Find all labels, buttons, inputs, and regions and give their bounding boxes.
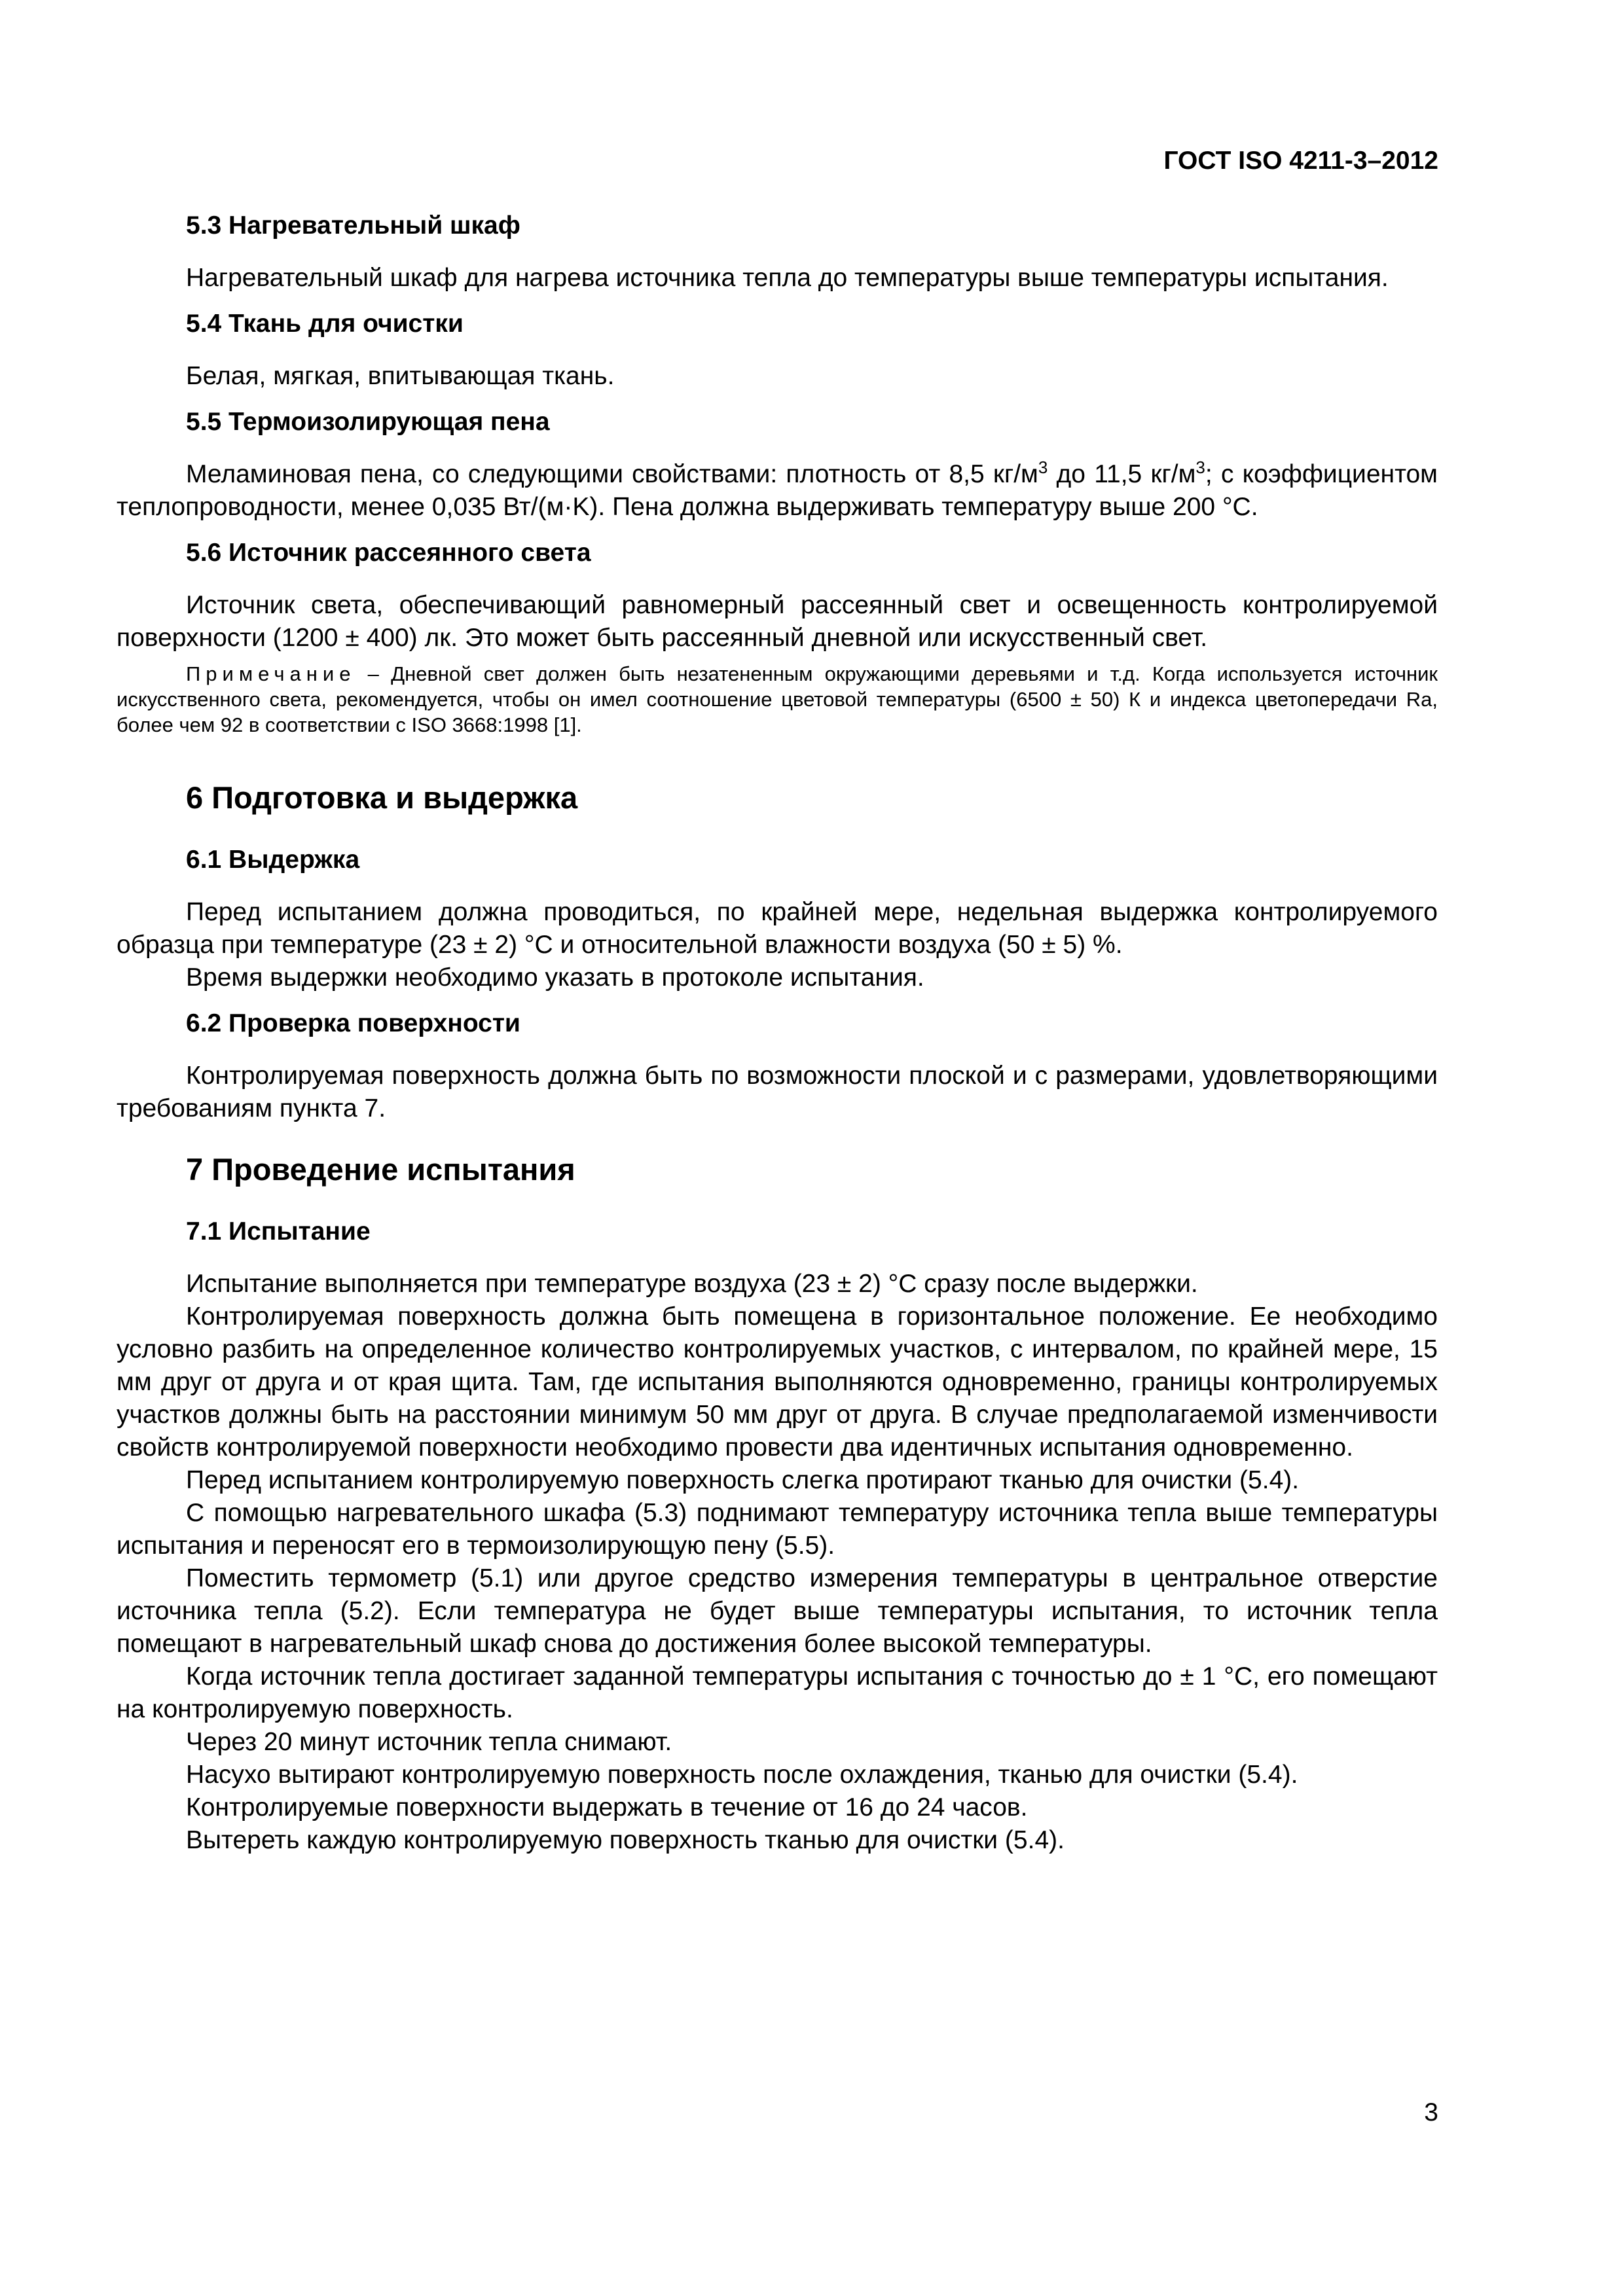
subsection-6-2-paragraph: Контролируемая поверхность должна быть по возможности плоской и с размерами, удовлетворяющими требованиям пункта 7. <box>117 1062 1438 1122</box>
subsection-5-5-text <box>117 458 1438 524</box>
note-paragraph <box>117 661 1438 738</box>
test-paragraph: Когда источник тепла достигает заданной температуры испытания с точностью до ± 1 °С, его помещают на контролируемую поверхность. <box>117 1662 1438 1723</box>
note-label: Примечание <box>186 662 356 685</box>
page-content <box>117 209 1438 1857</box>
subsection-5-5-title: 5.5 Термоизолирующая пена <box>186 408 550 436</box>
test-paragraph: Через 20 минут источник тепла снимают. <box>186 1728 672 1756</box>
section-6-title: 6 Подготовка и выдержка <box>186 780 578 815</box>
page-number: 3 <box>1424 2098 1438 2126</box>
test-paragraph: Перед испытанием контролируемую поверхность слегка протирают тканью для очистки (5.4). <box>186 1466 1300 1494</box>
foam-text-part-3: ; с коэффициентом теплопроводности, менее 0,035 Вт/(м·K). Пена должна выдерживать температуру выше 200 °С. <box>117 460 1438 521</box>
note-text: – Дневной свет должен быть незатененным окружающими деревьями и т.д. Когда используется источник искусственного света, рекомендуется, чтобы он имел соотношение цветовой температуры (6500 ± 50) К и индекса цветопередачи Ra, более чем 92 в соответствии с ISO 3668:1998 [1]. <box>117 662 1438 736</box>
test-paragraph: Поместить термометр (5.1) или другое средство измерения температуры в центральное отверстие источника тепла (5.2). Если температура не будет выше температуры испытания, то источник тепла помещают в нагревательный шкаф снова до достижения более высокой температуры. <box>117 1564 1438 1658</box>
subsection-5-3-title: 5.3 Нагревательный шкаф <box>186 211 520 240</box>
subsection-6-1-paragraph: Перед испытанием должна проводиться, по крайней мере, недельная выдержка контролируемого образца при температуре (23 ± 2) °С и относительной влажности воздуха (50 ± 5) %. <box>117 898 1438 959</box>
density-unit-exponent: 3 <box>1038 457 1048 477</box>
subsection-5-6-title: 5.6 Источник рассеянного света <box>186 539 591 567</box>
subsection-5-4-text: Белая, мягкая, впитывающая ткань. <box>186 362 615 390</box>
subsection-6-1-paragraph: Время выдержки необходимо указать в протоколе испытания. <box>186 963 924 992</box>
subsection-5-3-text: Нагревательный шкаф для нагрева источника тепла до температуры выше температуры испытания. <box>186 264 1389 292</box>
subsection-6-2-title: 6.2 Проверка поверхности <box>186 1009 520 1037</box>
test-paragraph: С помощью нагревательного шкафа (5.3) поднимают температуру источника тепла выше температуры испытания и переносят его в термоизолирующую пену (5.5). <box>117 1499 1438 1560</box>
foam-text-part-2: до 11,5 кг/м <box>1048 460 1196 488</box>
density-unit-exponent: 3 <box>1195 457 1205 477</box>
subsection-7-1-title: 7.1 Испытание <box>186 1217 371 1246</box>
test-paragraph: Испытание выполняется при температуре воздуха (23 ± 2) °С сразу после выдержки. <box>186 1270 1198 1298</box>
subsection-6-1-title: 6.1 Выдержка <box>186 846 360 874</box>
document-code-header: ГОСТ ISO 4211-3–2012 <box>1163 147 1438 175</box>
subsection-5-4-title: 5.4 Ткань для очистки <box>186 310 464 338</box>
test-paragraph: Контролируемая поверхность должна быть помещена в горизонтальное положение. Ее необходимо условно разбить на определенное количество контролируемых участков, с интервалом, по крайней мере, 15 мм друг от друга и от края щита. Там, где испытания выполняются одновременно, границы контролируемых участков должны быть на расстоянии минимум 50 мм друг от друга. В случае предполагаемой изменчивости свойств контролируемой поверхности необходимо провести два идентичных испытания одновременно. <box>117 1302 1438 1462</box>
test-paragraph: Вытереть каждую контролируемую поверхность тканью для очистки (5.4). <box>186 1826 1065 1854</box>
test-paragraph: Контролируемые поверхности выдержать в течение от 16 до 24 часов. <box>186 1793 1028 1821</box>
section-7-title: 7 Проведение испытания <box>186 1152 575 1187</box>
test-paragraph: Насухо вытирают контролируемую поверхность после охлаждения, тканью для очистки (5.4). <box>186 1761 1298 1789</box>
subsection-5-6-text: Источник света, обеспечивающий равномерный рассеянный свет и освещенность контролируемой поверхности (1200 ± 400) лк. Это может быть рассеянный дневной или искусственный свет. <box>117 591 1438 652</box>
foam-text-part-1: Меламиновая пена, со следующими свойствами: плотность от 8,5 кг/м <box>186 460 1038 488</box>
